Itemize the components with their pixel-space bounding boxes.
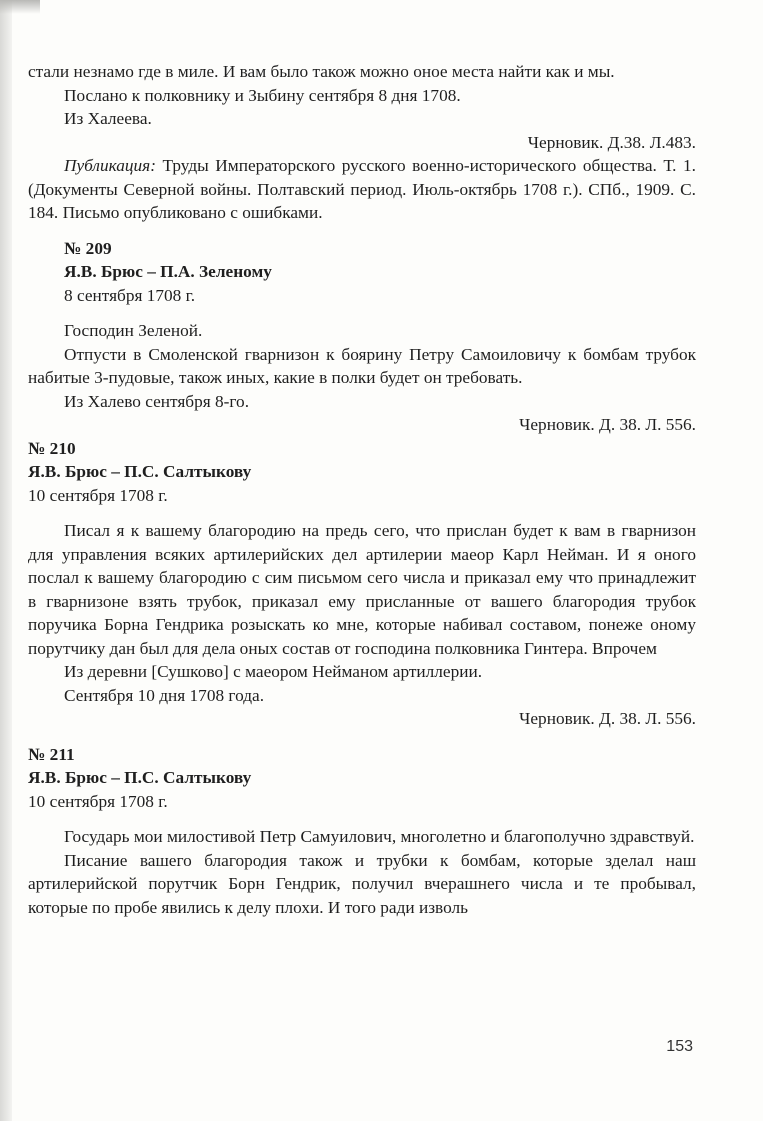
doc-place: Из Халево сентября 8-го. bbox=[64, 391, 250, 411]
document-211 bbox=[28, 743, 696, 920]
doc-body: Отпусти в Смоленской гварнизон к боярину Петру Самоиловичу к бомбам трубок набитые 3-пудовые, також иных, какие в полки будет он требовать. bbox=[28, 344, 696, 387]
doc-place: Из деревни [Сушково] с маеором Нейманом артиллерии. bbox=[64, 662, 483, 681]
doc-body: Писал я к вашему благородию на предь сего, что прислан будет к вам в гварнизон для управления всяких артилерийских дел артилерии маеор Карл Нейман. И я оного послал к вашему благородию с сим письмом сего числа и приказал ему что принадлежит в гварнизоне взять трубок, приказал ему присланные от вашего благородия трубок поручика Борна Гендрика розыскать ко мне, которые набивал составом, понеже оному порутчику дан был для дела оных состав от господина полковника Гинтера. Впрочем bbox=[28, 521, 696, 658]
doc-date: 8 сентября 1708 г. bbox=[64, 285, 196, 305]
publication-text: Труды Императорского русского военно-исторического общества. Т. 1. (Документы Северной войны. Полтавский период. Июль-октябрь 1708 г.). СПб., 1909. С. 184. Письмо опубликовано с ошибками. bbox=[28, 156, 696, 222]
doc-number: № 209 bbox=[64, 238, 112, 258]
document-210 bbox=[28, 437, 696, 731]
intro-line-2: Послано к полковнику и Зыбину сентября 8 дня 1708. bbox=[64, 85, 461, 105]
intro-source: Черновик. Д.38. Л.483. bbox=[527, 132, 696, 152]
doc-number: № 210 bbox=[28, 438, 76, 458]
doc-title: Я.В. Брюс – П.С. Салтыкову bbox=[28, 462, 252, 481]
doc-date: 10 сентября 1708 г. bbox=[28, 485, 168, 505]
doc-number: № 211 bbox=[28, 744, 75, 764]
publication-label: Публикация: bbox=[64, 156, 156, 175]
doc-date: 10 сентября 1708 г. bbox=[28, 791, 168, 811]
page-number: 153 bbox=[666, 1038, 693, 1055]
document-209 bbox=[28, 237, 696, 437]
doc-body: Писание вашего благородия також и трубки к бомбам, которые зделал наш артилерийской порутчик Борн Гендрик, получил вчерашнего числа и те пробывал, которые по пробе явились к делу плохи. И того ради изволь bbox=[28, 850, 696, 917]
doc-title: Я.В. Брюс – П.А. Зеленому bbox=[64, 262, 272, 281]
page-corner-shadow bbox=[0, 0, 40, 14]
doc-salutation: Господин Зеленой. bbox=[64, 321, 203, 340]
intro-line-1: стали незнамо где в миле. И вам было також можно оное места найти как и мы. bbox=[28, 62, 615, 81]
page-spine-shadow bbox=[0, 0, 12, 1121]
doc-date-line: Сентября 10 дня 1708 года. bbox=[64, 685, 265, 705]
doc-title: Я.В. Брюс – П.С. Салтыкову bbox=[28, 768, 252, 787]
doc-source: Черновик. Д. 38. Л. 556. bbox=[519, 415, 696, 434]
page-content bbox=[28, 60, 696, 919]
intro-line-3: Из Халеева. bbox=[64, 109, 152, 128]
intro-publication bbox=[28, 154, 696, 225]
doc-source: Черновик. Д. 38. Л. 556. bbox=[519, 709, 696, 728]
doc-greeting: Государь мои милостивой Петр Самуилович, многолетно и благополучно здравствуй. bbox=[64, 827, 695, 846]
